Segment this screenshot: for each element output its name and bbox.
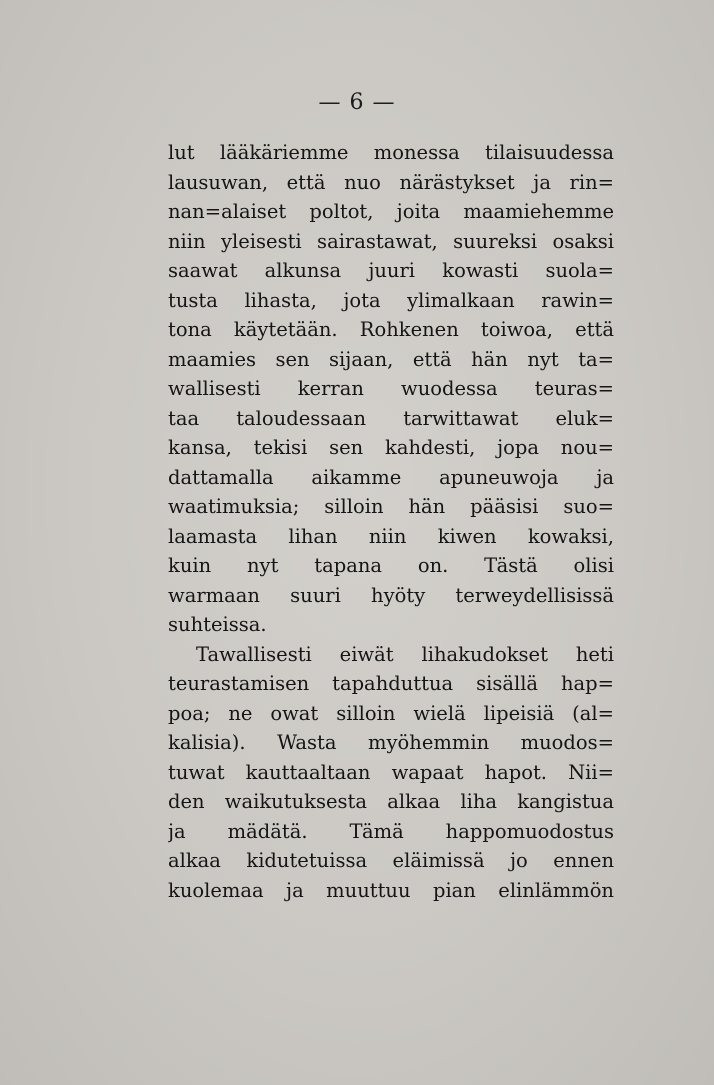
text-line: teurastamisen tapahduttua sisällä hap= (168, 672, 614, 695)
text-line: tona käytetään. Rohkenen toiwoa, että (168, 318, 614, 341)
text-line: warmaan suuri hyöty terweydellisissä (168, 583, 614, 607)
text-line: waatimuksia; silloin hän pääsisi suo= (168, 495, 614, 518)
text-line: den waikutuksesta alkaa liha kangistua (168, 790, 614, 813)
text-line: ja mädätä. Tämä happomuodostus (168, 819, 614, 843)
body-text (168, 138, 614, 905)
text-line: laamasta lihan niin kiwen kowaksi, (168, 524, 614, 548)
text-line: kalisia). Wasta myöhemmin muodos= (168, 731, 614, 754)
text-line: kuin nyt tapana on. Tästä olisi (168, 554, 614, 577)
text-line: maamies sen sijaan, että hän nyt ta= (168, 347, 614, 371)
text-line: nan=alaiset poltot, joita maamiehemme (168, 200, 614, 223)
text-line: wallisesti kerran wuodessa teuras= (168, 377, 614, 400)
text-line: tusta lihasta, jota ylimalkaan rawin= (168, 288, 614, 312)
text-line: saawat alkunsa juuri kowasti suola= (168, 259, 614, 282)
text-line: tuwat kauttaaltaan wapaat hapot. Nii= (168, 760, 614, 784)
text-line: taa taloudessaan tarwittawat eluk= (168, 406, 614, 430)
paragraph-end-line: suhteissa. (168, 613, 267, 636)
text-line: kansa, tekisi sen kahdesti, jopa nou= (168, 436, 614, 459)
text-line: kuolemaa ja muuttuu pian elinlämmön (168, 878, 614, 902)
text-line: alkaa kidutetuissa eläimissä jo ennen (168, 849, 614, 872)
text-line: dattamalla aikamme apuneuwoja ja (168, 465, 614, 489)
text-line: lut lääkäriemme monessa tilaisuudessa (168, 141, 614, 164)
text-line: poa; ne owat silloin wielä lipeisiä (al= (168, 701, 614, 725)
page-number: — 6 — (318, 90, 396, 115)
text-line: niin yleisesti sairastawat, suureksi osaksi (168, 229, 614, 253)
text-line: lausuwan, että nuo närästykset ja rin= (168, 170, 614, 194)
paragraph-start-line: Tawallisesti eiwät lihakudokset heti (196, 642, 614, 666)
